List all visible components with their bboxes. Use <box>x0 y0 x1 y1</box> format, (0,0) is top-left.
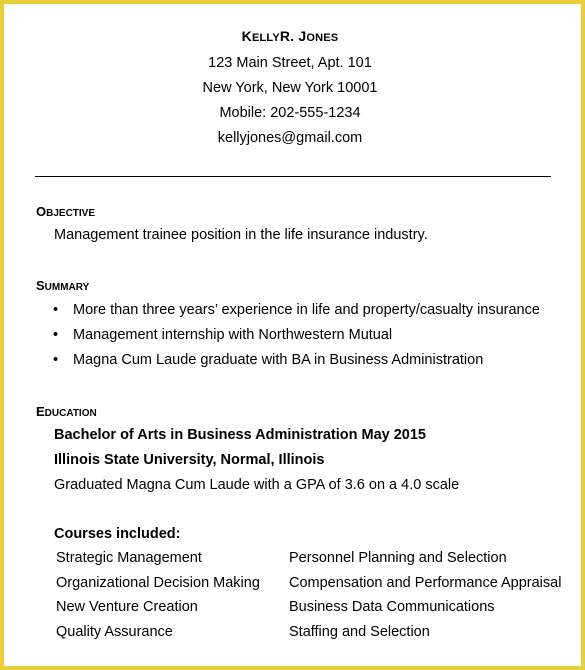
header-divider <box>35 176 551 177</box>
objective-initial: O <box>36 204 47 219</box>
courses-right-column <box>289 549 561 648</box>
degree-line: Bachelor of Arts in Business Administration May 2015 <box>54 427 426 443</box>
resume-header <box>4 28 581 146</box>
list-item: New Venture Creation <box>56 599 198 616</box>
resume-page <box>4 4 581 666</box>
summary-initial: S <box>36 278 45 293</box>
name-initial-k: K <box>241 28 252 44</box>
list-item <box>53 350 540 375</box>
summary-item-text: More than three years’ experience in life and property/casualty insurance <box>73 302 540 318</box>
name-first-rest: ELLY <box>251 32 280 44</box>
address-line2: New York, New York 10001 <box>202 80 378 96</box>
summary-item-text: Magna Cum Laude graduate with BA in Business Administration <box>73 352 484 368</box>
list-item: Compensation and Performance Appraisal <box>289 574 562 591</box>
courses-label: Courses included: <box>54 526 181 542</box>
summary-item-text: Management internship with Northwestern Mutual <box>73 327 393 343</box>
list-item: Organizational Decision Making <box>56 574 260 591</box>
summary-heading <box>36 278 89 293</box>
list-item: Quality Assurance <box>56 624 173 641</box>
address-line1: 123 Main Street, Apt. 101 <box>208 55 372 71</box>
name-middle: R. J <box>279 28 307 44</box>
education-initial: E <box>36 404 45 419</box>
school-line: Illinois State University, Normal, Illinois <box>54 452 325 468</box>
list-item <box>53 300 540 325</box>
courses-left-column <box>56 549 260 648</box>
objective-heading <box>36 204 95 219</box>
list-item: Business Data Communications <box>289 599 495 616</box>
list-item <box>53 325 540 350</box>
list-item: Personnel Planning and Selection <box>289 550 507 566</box>
mobile-number: Mobile: 202-555-1234 <box>219 105 361 121</box>
objective-rest: BJECTIVE <box>46 208 96 219</box>
bullet-icon: • <box>53 352 59 368</box>
bullet-icon: • <box>53 302 59 318</box>
bullet-icon: • <box>53 327 59 343</box>
education-rest: DUCATION <box>44 408 97 419</box>
list-item: Staffing and Selection <box>289 624 430 641</box>
email-address: kellyjones@gmail.com <box>217 130 363 146</box>
gpa-note: Graduated Magna Cum Laude with a GPA of 3.6 on a 4.0 scale <box>54 477 460 493</box>
summary-rest: UMMARY <box>44 282 90 293</box>
education-heading <box>36 404 97 419</box>
name-last-rest: ONES <box>306 32 339 44</box>
summary-list <box>53 300 540 375</box>
objective-text: Management trainee position in the life insurance industry. <box>54 227 428 243</box>
list-item: Strategic Management <box>56 550 202 566</box>
candidate-name <box>4 28 581 46</box>
